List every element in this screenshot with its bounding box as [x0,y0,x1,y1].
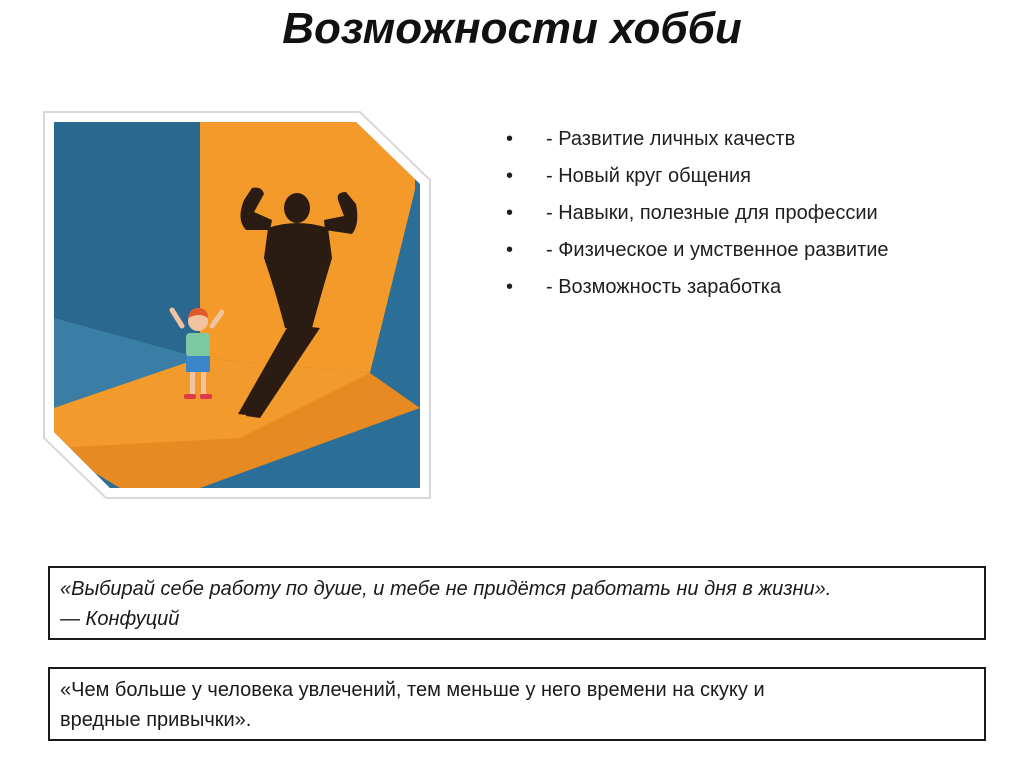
quote-author: — Конфуций [60,608,180,630]
bullet-marker: • [506,165,514,187]
list-item-text: - Физическое и умственное развитие [546,239,889,261]
list-item-text: - Новый круг общения [546,165,751,187]
hobby-quote-box [48,667,986,741]
list-item [506,274,889,311]
bullet-marker: • [506,276,514,298]
list-item-text: - Развитие личных качеств [546,128,796,150]
quote-line-2: вредные привычки». [60,709,252,731]
bullet-marker: • [506,239,514,261]
list-item-text: - Навыки, полезные для профессии [546,202,878,224]
list-item [506,237,889,274]
list-item-text: - Возможность заработка [546,276,782,298]
list-item [506,126,889,163]
hobby-illustration [40,108,432,500]
quote-text: «Выбирай себе работу по душе, и тебе не придётся работать ни дня в жизни». [60,578,832,600]
confucius-quote-box [48,566,986,640]
list-item [506,200,889,237]
slide-title: Возможности хобби [282,4,742,53]
bullet-marker: • [506,202,514,224]
hobby-benefits-list [506,126,889,311]
list-item [506,163,889,200]
bullet-marker: • [506,128,514,150]
quote-line-1: «Чем больше у человека увлечений, тем меньше у него времени на скуку и [60,679,765,701]
